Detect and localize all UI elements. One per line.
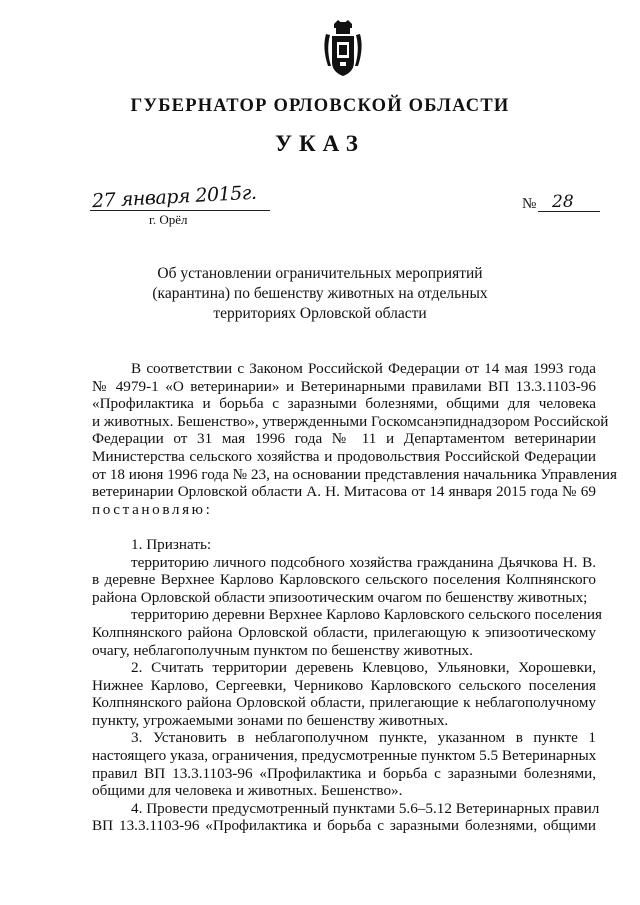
- body-line: 2. Считать территории деревень Клевцово, Ульяновки, Хорошевки,: [131, 659, 596, 677]
- body-line: настоящего указа, ограничения, предусмотренные пунктом 5.5 Ветеринарных: [92, 747, 597, 765]
- body-line: ветеринарии Орловской области А. Н. Митасова от 14 января 2015 года № 69: [92, 483, 596, 501]
- body-line: В соответствии с Законом Российской Федерации от 14 мая 1993 года: [131, 360, 596, 377]
- body-line: очагу, неблагополучным пунктом по бешенству животных.: [92, 641, 473, 659]
- body-line: территорию деревни Верхнее Карлово Карловского сельского поселения: [131, 606, 602, 624]
- body-line: и животных. Бешенство», утвержденными Госкомсанэпиднадзором Российской: [92, 412, 609, 430]
- body-line: пункту, угрожаемыми зонами по бешенству животных.: [92, 711, 449, 729]
- body-line: «Профилактика и борьба с заразными болезнями, общими для человека: [92, 395, 596, 413]
- number-label: №: [522, 196, 537, 212]
- title-line: (карантина) по бешенству животных на отдельных: [152, 285, 488, 302]
- city-label: г. Орёл: [149, 212, 188, 227]
- body-line: Федерации от 31 мая 1996 года № 11 и Департаментом ветеринарии: [92, 430, 596, 448]
- handwritten-number: 28: [552, 192, 574, 212]
- body-line: правил ВП 13.3.1103-96 «Профилактика и борьба с заразными болезнями,: [92, 764, 596, 782]
- body-line: Колпнянского района Орловской области, прилегающие к неблагополучному: [92, 694, 596, 712]
- title-line: Об установлении ограничительных мероприятий: [157, 265, 483, 282]
- body-line: общими для человека и животных. Бешенство».: [92, 782, 403, 800]
- date-underline: [90, 210, 270, 211]
- body-line: Министерства сельского хозяйства и продовольствия Российской Федерации: [92, 447, 596, 465]
- body-line: Нижнее Карлово, Сергеевки, Черниково Карловского сельского поселения: [92, 676, 596, 694]
- body-line: территорию личного подсобного хозяйства гражданина Дьячкова Н. В.: [131, 553, 596, 571]
- number-underline: [538, 211, 600, 212]
- body-line: в деревне Верхнее Карлово Карловского сельского поселения Колпнянского: [92, 571, 596, 589]
- coat-of-arms-icon: [318, 18, 368, 78]
- org-title: ГУБЕРНАТОР ОРЛОВСКОЙ ОБЛАСТИ: [130, 96, 510, 116]
- title-line: территориях Орловской области: [213, 305, 427, 322]
- body-line: от 18 июня 1996 года № 23, на основании представления начальника Управления: [92, 465, 617, 483]
- document-type: УКАЗ: [275, 131, 365, 156]
- body-line: Колпнянского района Орловской области, прилегающую к эпизоотическому: [92, 623, 596, 641]
- body-line: 4. Провести предусмотренный пунктами 5.6–5.12 Ветеринарных правил: [131, 799, 600, 817]
- decree-title: [150, 264, 490, 324]
- body-line: ВП 13.3.1103-96 «Профилактика и борьба с заразными болезнями, общими: [92, 817, 596, 835]
- paragraph-gap: [92, 518, 596, 536]
- body-line: района Орловской области эпизоотическим очагом по бешенству животных;: [92, 588, 588, 606]
- body-line: постановляю:: [92, 500, 213, 518]
- body-line: № 4979-1 «О ветеринарии» и Ветеринарными правилами ВП 13.3.1103-96: [92, 377, 596, 395]
- handwritten-date: 27 января 2015г.: [91, 181, 257, 213]
- coat-of-arms-graphic: [318, 18, 368, 78]
- body-line: 3. Установить в неблагополучном пункте, указанном в пункте 1: [131, 729, 596, 747]
- decree-body: [92, 360, 617, 835]
- body-line: 1. Признать:: [131, 535, 212, 553]
